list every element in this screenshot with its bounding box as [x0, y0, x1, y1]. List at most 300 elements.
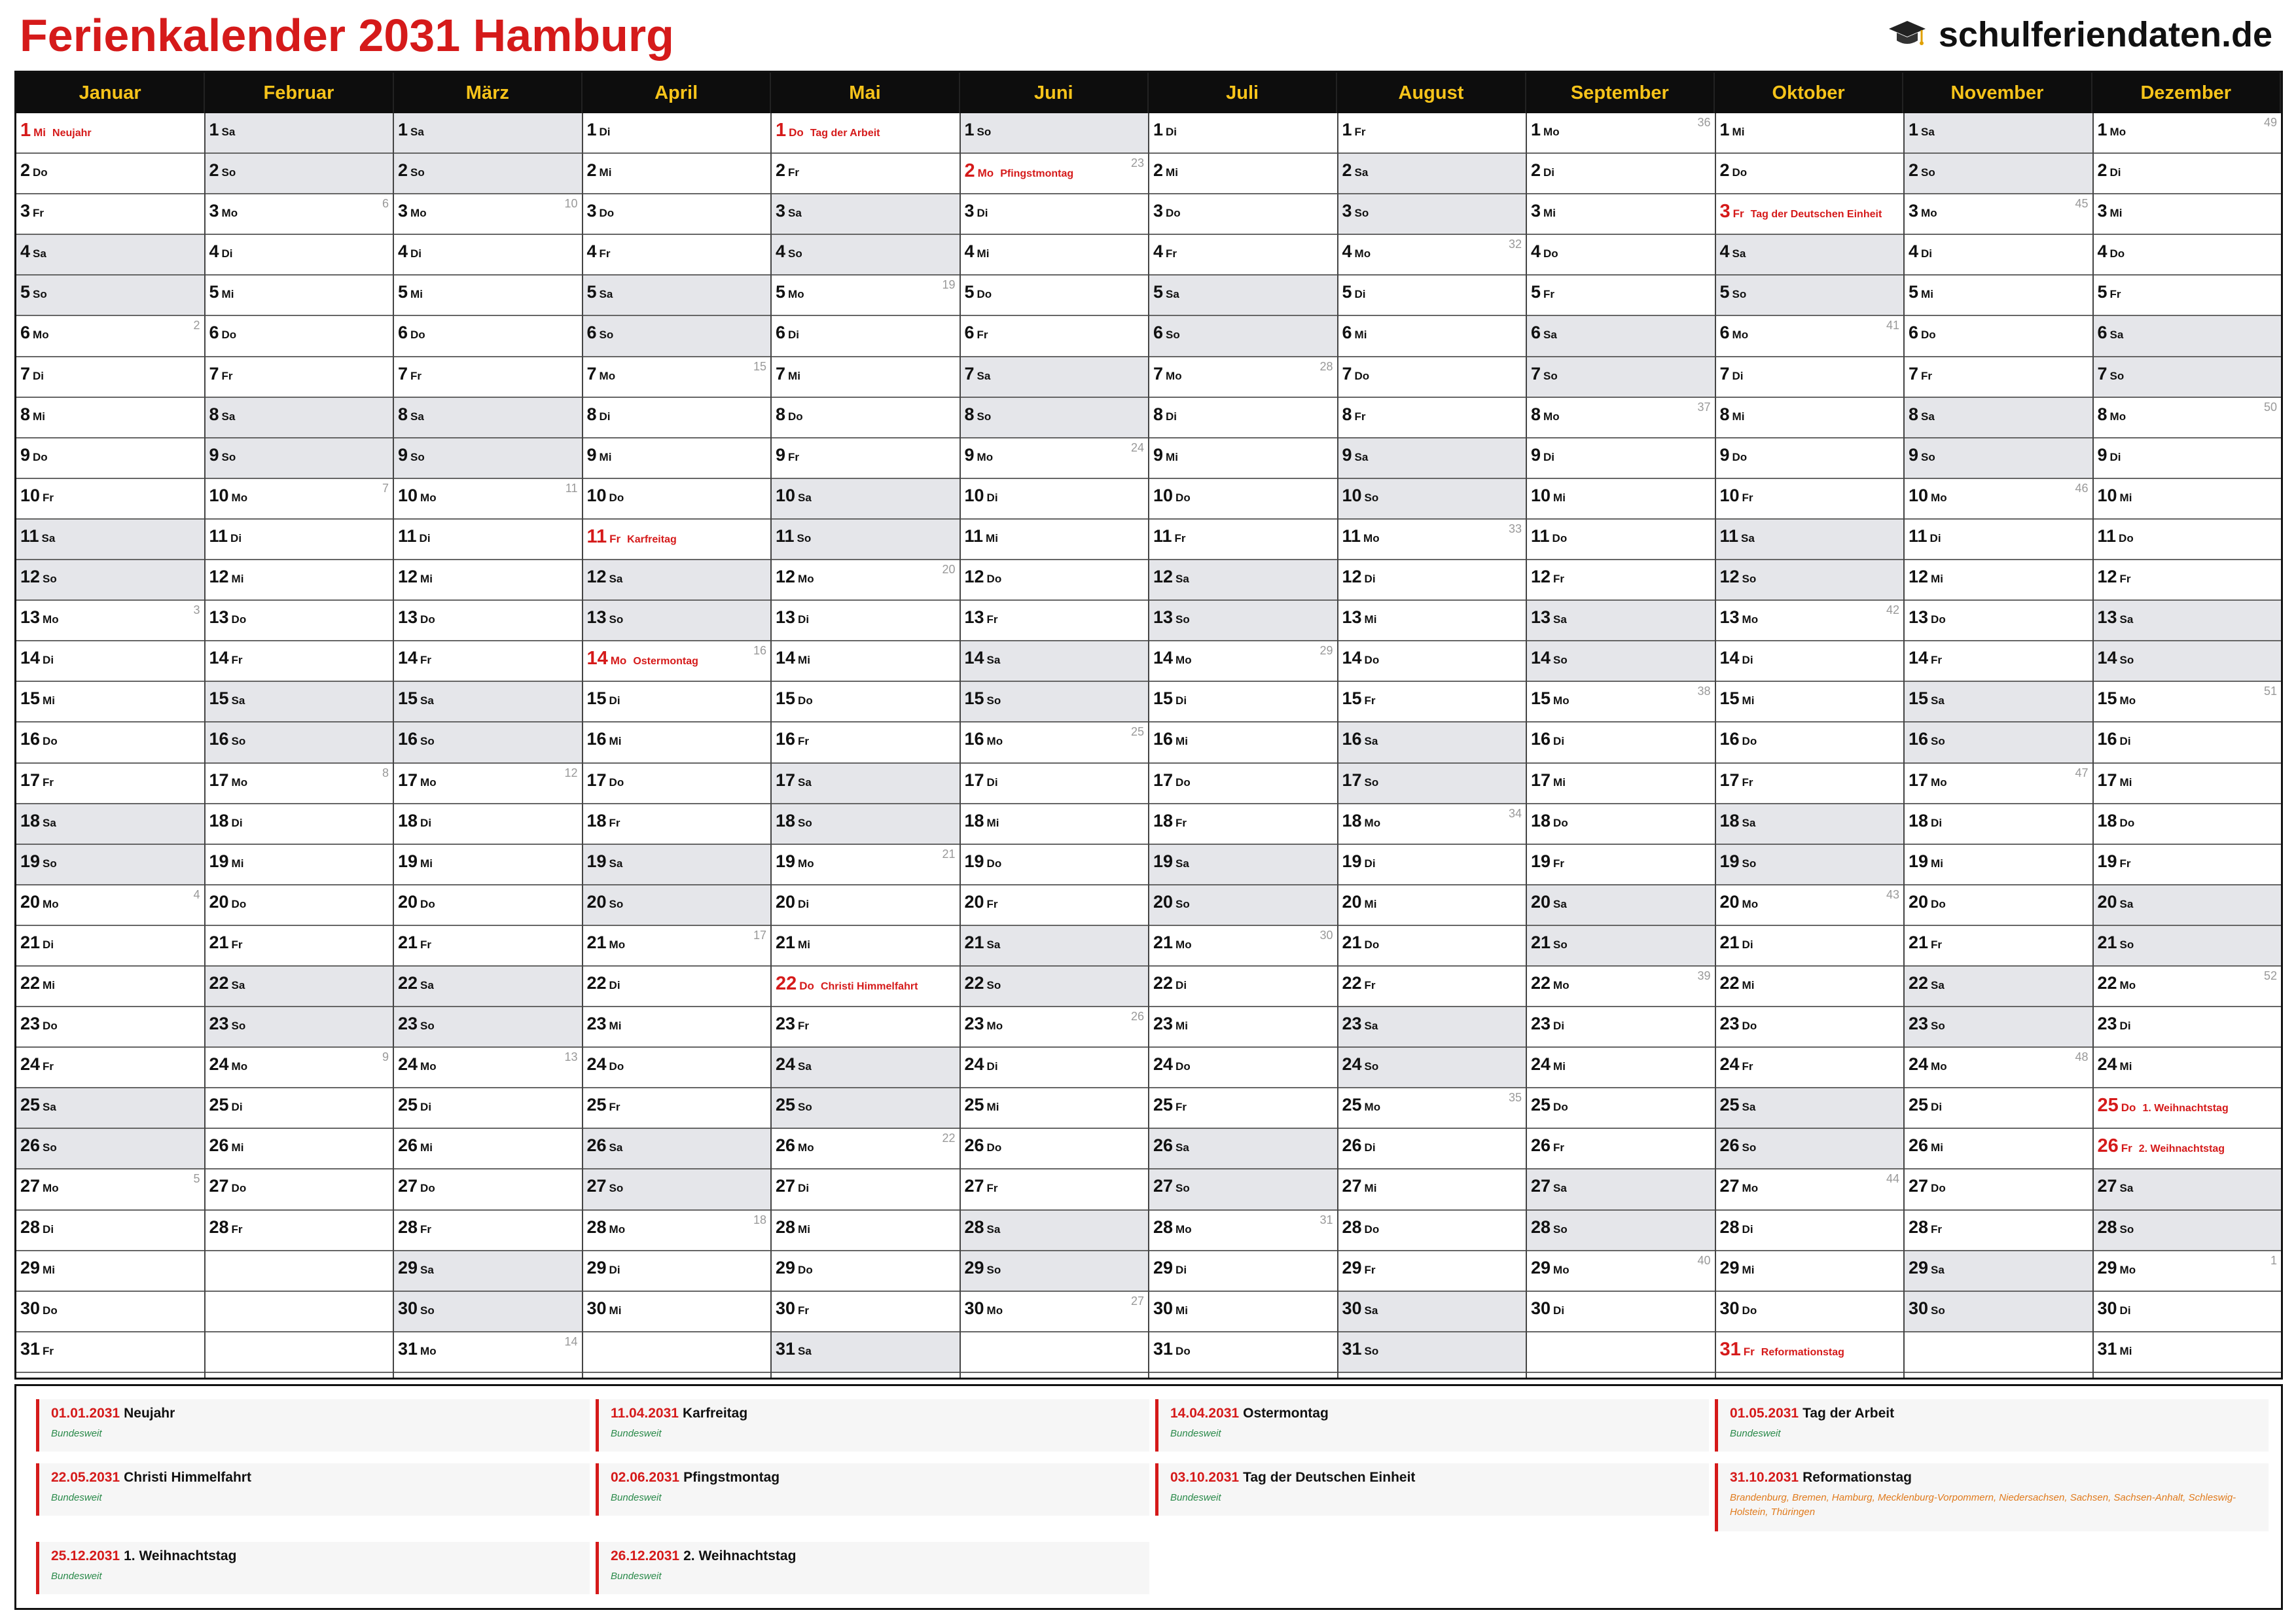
day-cell[interactable]: [206, 520, 393, 560]
day-cell[interactable]: [961, 601, 1149, 641]
day-cell[interactable]: [1338, 722, 1526, 763]
day-cell[interactable]: [1149, 479, 1337, 520]
day-cell[interactable]: [772, 194, 960, 235]
day-cell[interactable]: [394, 1088, 582, 1129]
day-cell[interactable]: [2094, 1251, 2282, 1292]
day-cell[interactable]: [1338, 113, 1526, 154]
day-cell[interactable]: [394, 1048, 582, 1088]
day-cell[interactable]: [1905, 601, 2092, 641]
day-cell[interactable]: [1149, 154, 1337, 194]
day-cell[interactable]: [394, 398, 582, 438]
day-cell[interactable]: [2094, 357, 2282, 398]
day-cell[interactable]: [1149, 804, 1337, 845]
day-cell[interactable]: [1527, 845, 1715, 885]
day-cell[interactable]: [206, 1007, 393, 1048]
day-cell[interactable]: [583, 1211, 771, 1251]
day-cell[interactable]: [2094, 1211, 2282, 1251]
day-cell[interactable]: [1149, 722, 1337, 763]
day-cell[interactable]: [772, 1048, 960, 1088]
day-cell[interactable]: [583, 804, 771, 845]
day-cell[interactable]: [1905, 722, 2092, 763]
day-cell[interactable]: [394, 1129, 582, 1169]
day-cell[interactable]: [16, 113, 204, 154]
day-cell[interactable]: [772, 357, 960, 398]
day-cell[interactable]: [2094, 316, 2282, 357]
day-cell[interactable]: [16, 520, 204, 560]
day-cell[interactable]: [1338, 1129, 1526, 1169]
day-cell[interactable]: [583, 316, 771, 357]
day-cell[interactable]: [961, 1048, 1149, 1088]
day-cell[interactable]: [772, 1251, 960, 1292]
day-cell[interactable]: [206, 560, 393, 601]
day-cell[interactable]: [206, 804, 393, 845]
day-cell[interactable]: [1716, 845, 1904, 885]
day-cell[interactable]: [1527, 1292, 1715, 1332]
day-cell[interactable]: [2094, 520, 2282, 560]
day-cell[interactable]: [1905, 885, 2092, 926]
day-cell[interactable]: [583, 113, 771, 154]
day-cell[interactable]: [1338, 601, 1526, 641]
day-cell[interactable]: [961, 520, 1149, 560]
day-cell[interactable]: [394, 113, 582, 154]
day-cell[interactable]: [394, 560, 582, 601]
day-cell[interactable]: [583, 1007, 771, 1048]
day-cell[interactable]: [394, 316, 582, 357]
day-cell[interactable]: [394, 520, 582, 560]
day-cell[interactable]: [394, 764, 582, 804]
day-cell[interactable]: [772, 641, 960, 682]
day-cell[interactable]: [583, 560, 771, 601]
day-cell[interactable]: [16, 357, 204, 398]
day-cell[interactable]: [2094, 926, 2282, 967]
day-cell[interactable]: [206, 438, 393, 479]
day-cell[interactable]: [1149, 1211, 1337, 1251]
day-cell[interactable]: [772, 1211, 960, 1251]
day-cell[interactable]: [961, 479, 1149, 520]
day-cell[interactable]: [1716, 1129, 1904, 1169]
day-cell[interactable]: [583, 1292, 771, 1332]
day-cell[interactable]: [1338, 926, 1526, 967]
day-cell[interactable]: [16, 926, 204, 967]
day-cell[interactable]: [394, 438, 582, 479]
day-cell[interactable]: [16, 641, 204, 682]
day-cell[interactable]: [394, 194, 582, 235]
day-cell[interactable]: [1338, 560, 1526, 601]
day-cell[interactable]: [1716, 804, 1904, 845]
day-cell[interactable]: [1149, 276, 1337, 316]
day-cell[interactable]: [1338, 1169, 1526, 1210]
day-cell[interactable]: [1338, 276, 1526, 316]
day-cell[interactable]: [1716, 560, 1904, 601]
day-cell[interactable]: [1338, 520, 1526, 560]
day-cell[interactable]: [2094, 682, 2282, 722]
day-cell[interactable]: [2094, 1048, 2282, 1088]
day-cell[interactable]: [1149, 235, 1337, 276]
day-cell[interactable]: [772, 1007, 960, 1048]
day-cell[interactable]: [2094, 722, 2282, 763]
day-cell[interactable]: [1716, 1251, 1904, 1292]
day-cell[interactable]: [394, 885, 582, 926]
day-cell[interactable]: [1716, 235, 1904, 276]
day-cell[interactable]: [16, 1169, 204, 1210]
day-cell[interactable]: [583, 438, 771, 479]
day-cell[interactable]: [2094, 641, 2282, 682]
day-cell[interactable]: [206, 1169, 393, 1210]
day-cell[interactable]: [16, 1332, 204, 1373]
day-cell[interactable]: [1716, 113, 1904, 154]
day-cell[interactable]: [583, 1169, 771, 1210]
day-cell[interactable]: [1527, 560, 1715, 601]
day-cell[interactable]: [1338, 479, 1526, 520]
day-cell[interactable]: [16, 316, 204, 357]
day-cell[interactable]: [1905, 398, 2092, 438]
day-cell[interactable]: [961, 804, 1149, 845]
day-cell[interactable]: [583, 641, 771, 682]
day-cell[interactable]: [772, 722, 960, 763]
day-cell[interactable]: [1716, 479, 1904, 520]
day-cell[interactable]: [1149, 113, 1337, 154]
day-cell[interactable]: [1527, 804, 1715, 845]
day-cell[interactable]: [2094, 1292, 2282, 1332]
day-cell[interactable]: [583, 194, 771, 235]
day-cell[interactable]: [16, 764, 204, 804]
day-cell[interactable]: [1716, 1088, 1904, 1129]
day-cell[interactable]: [2094, 479, 2282, 520]
day-cell[interactable]: [1905, 1251, 2092, 1292]
day-cell[interactable]: [1149, 682, 1337, 722]
day-cell[interactable]: [2094, 885, 2282, 926]
day-cell[interactable]: [772, 1332, 960, 1373]
day-cell[interactable]: [1527, 357, 1715, 398]
day-cell[interactable]: [1527, 1169, 1715, 1210]
day-cell[interactable]: [1338, 885, 1526, 926]
day-cell[interactable]: [2094, 1332, 2282, 1373]
day-cell[interactable]: [16, 601, 204, 641]
day-cell[interactable]: [1527, 479, 1715, 520]
day-cell[interactable]: [772, 438, 960, 479]
day-cell[interactable]: [1338, 357, 1526, 398]
day-cell[interactable]: [772, 235, 960, 276]
day-cell[interactable]: [206, 357, 393, 398]
day-cell[interactable]: [1527, 1007, 1715, 1048]
day-cell[interactable]: [1716, 438, 1904, 479]
day-cell[interactable]: [1527, 113, 1715, 154]
day-cell[interactable]: [206, 885, 393, 926]
day-cell[interactable]: [1527, 682, 1715, 722]
day-cell[interactable]: [16, 845, 204, 885]
day-cell[interactable]: [394, 804, 582, 845]
day-cell[interactable]: [583, 1251, 771, 1292]
day-cell[interactable]: [1716, 316, 1904, 357]
day-cell[interactable]: [1527, 1211, 1715, 1251]
day-cell[interactable]: [2094, 1007, 2282, 1048]
day-cell[interactable]: [1716, 1169, 1904, 1210]
day-cell[interactable]: [16, 154, 204, 194]
day-cell[interactable]: [1905, 804, 2092, 845]
day-cell[interactable]: [583, 722, 771, 763]
day-cell[interactable]: [1149, 641, 1337, 682]
day-cell[interactable]: [1527, 520, 1715, 560]
day-cell[interactable]: [1716, 601, 1904, 641]
day-cell[interactable]: [1905, 682, 2092, 722]
day-cell[interactable]: [1905, 926, 2092, 967]
day-cell[interactable]: [772, 1169, 960, 1210]
day-cell[interactable]: [2094, 601, 2282, 641]
day-cell[interactable]: [206, 1088, 393, 1129]
day-cell[interactable]: [2094, 235, 2282, 276]
day-cell[interactable]: [16, 1007, 204, 1048]
day-cell[interactable]: [16, 438, 204, 479]
day-cell[interactable]: [961, 357, 1149, 398]
day-cell[interactable]: [206, 398, 393, 438]
day-cell[interactable]: [583, 764, 771, 804]
day-cell[interactable]: [1905, 113, 2092, 154]
day-cell[interactable]: [394, 722, 582, 763]
day-cell[interactable]: [1527, 926, 1715, 967]
day-cell[interactable]: [16, 398, 204, 438]
day-cell[interactable]: [1338, 194, 1526, 235]
day-cell[interactable]: [1527, 194, 1715, 235]
day-cell[interactable]: [16, 1088, 204, 1129]
day-cell[interactable]: [16, 194, 204, 235]
day-cell[interactable]: [1905, 316, 2092, 357]
day-cell[interactable]: [583, 357, 771, 398]
day-cell[interactable]: [16, 885, 204, 926]
day-cell[interactable]: [394, 479, 582, 520]
day-cell[interactable]: [1149, 438, 1337, 479]
day-cell[interactable]: [16, 967, 204, 1007]
day-cell[interactable]: [772, 885, 960, 926]
day-cell[interactable]: [206, 235, 393, 276]
day-cell[interactable]: [961, 398, 1149, 438]
day-cell[interactable]: [1338, 1211, 1526, 1251]
day-cell[interactable]: [583, 398, 771, 438]
day-cell[interactable]: [772, 1292, 960, 1332]
day-cell[interactable]: [1716, 194, 1904, 235]
day-cell[interactable]: [16, 682, 204, 722]
day-cell[interactable]: [2094, 967, 2282, 1007]
day-cell[interactable]: [1338, 641, 1526, 682]
day-cell[interactable]: [1338, 235, 1526, 276]
day-cell[interactable]: [772, 682, 960, 722]
day-cell[interactable]: [1338, 1292, 1526, 1332]
day-cell[interactable]: [1149, 601, 1337, 641]
day-cell[interactable]: [1716, 276, 1904, 316]
day-cell[interactable]: [1716, 154, 1904, 194]
day-cell[interactable]: [1149, 967, 1337, 1007]
day-cell[interactable]: [16, 1292, 204, 1332]
day-cell[interactable]: [394, 154, 582, 194]
day-cell[interactable]: [1338, 1332, 1526, 1373]
day-cell[interactable]: [1149, 316, 1337, 357]
day-cell[interactable]: [961, 560, 1149, 601]
day-cell[interactable]: [1338, 967, 1526, 1007]
day-cell[interactable]: [1149, 926, 1337, 967]
day-cell[interactable]: [1527, 316, 1715, 357]
day-cell[interactable]: [1716, 722, 1904, 763]
day-cell[interactable]: [394, 845, 582, 885]
day-cell[interactable]: [206, 194, 393, 235]
day-cell[interactable]: [1149, 1332, 1337, 1373]
day-cell[interactable]: [2094, 276, 2282, 316]
day-cell[interactable]: [2094, 845, 2282, 885]
day-cell[interactable]: [1905, 154, 2092, 194]
day-cell[interactable]: [583, 682, 771, 722]
day-cell[interactable]: [206, 1211, 393, 1251]
day-cell[interactable]: [961, 1169, 1149, 1210]
day-cell[interactable]: [1716, 967, 1904, 1007]
day-cell[interactable]: [394, 1211, 582, 1251]
day-cell[interactable]: [1716, 1048, 1904, 1088]
day-cell[interactable]: [772, 479, 960, 520]
day-cell[interactable]: [961, 722, 1149, 763]
day-cell[interactable]: [583, 926, 771, 967]
day-cell[interactable]: [1905, 194, 2092, 235]
day-cell[interactable]: [961, 438, 1149, 479]
day-cell[interactable]: [961, 276, 1149, 316]
day-cell[interactable]: [1905, 1007, 2092, 1048]
day-cell[interactable]: [961, 1211, 1149, 1251]
day-cell[interactable]: [16, 722, 204, 763]
day-cell[interactable]: [206, 154, 393, 194]
day-cell[interactable]: [772, 804, 960, 845]
day-cell[interactable]: [2094, 1088, 2282, 1129]
day-cell[interactable]: [772, 154, 960, 194]
day-cell[interactable]: [772, 926, 960, 967]
day-cell[interactable]: [16, 276, 204, 316]
day-cell[interactable]: [772, 113, 960, 154]
day-cell[interactable]: [1905, 235, 2092, 276]
day-cell[interactable]: [1149, 1048, 1337, 1088]
day-cell[interactable]: [961, 154, 1149, 194]
day-cell[interactable]: [1149, 1169, 1337, 1210]
day-cell[interactable]: [1338, 154, 1526, 194]
day-cell[interactable]: [1905, 276, 2092, 316]
day-cell[interactable]: [1149, 520, 1337, 560]
day-cell[interactable]: [1527, 154, 1715, 194]
day-cell[interactable]: [206, 641, 393, 682]
day-cell[interactable]: [206, 276, 393, 316]
day-cell[interactable]: [1527, 276, 1715, 316]
day-cell[interactable]: [2094, 438, 2282, 479]
day-cell[interactable]: [961, 764, 1149, 804]
day-cell[interactable]: [961, 113, 1149, 154]
day-cell[interactable]: [772, 316, 960, 357]
day-cell[interactable]: [1716, 1292, 1904, 1332]
day-cell[interactable]: [206, 967, 393, 1007]
day-cell[interactable]: [583, 235, 771, 276]
day-cell[interactable]: [961, 1007, 1149, 1048]
day-cell[interactable]: [961, 845, 1149, 885]
day-cell[interactable]: [206, 1048, 393, 1088]
day-cell[interactable]: [1716, 1332, 1904, 1373]
day-cell[interactable]: [1905, 438, 2092, 479]
day-cell[interactable]: [2094, 560, 2282, 601]
day-cell[interactable]: [1338, 398, 1526, 438]
day-cell[interactable]: [961, 967, 1149, 1007]
day-cell[interactable]: [1905, 560, 2092, 601]
day-cell[interactable]: [394, 682, 582, 722]
day-cell[interactable]: [1149, 560, 1337, 601]
day-cell[interactable]: [1149, 398, 1337, 438]
day-cell[interactable]: [583, 1129, 771, 1169]
day-cell[interactable]: [1338, 1251, 1526, 1292]
day-cell[interactable]: [961, 1129, 1149, 1169]
day-cell[interactable]: [1716, 1211, 1904, 1251]
day-cell[interactable]: [1338, 845, 1526, 885]
day-cell[interactable]: [2094, 1169, 2282, 1210]
day-cell[interactable]: [394, 926, 582, 967]
day-cell[interactable]: [1905, 845, 2092, 885]
day-cell[interactable]: [961, 641, 1149, 682]
day-cell[interactable]: [1716, 357, 1904, 398]
day-cell[interactable]: [772, 845, 960, 885]
day-cell[interactable]: [1338, 438, 1526, 479]
day-cell[interactable]: [1149, 845, 1337, 885]
day-cell[interactable]: [206, 764, 393, 804]
day-cell[interactable]: [1527, 438, 1715, 479]
day-cell[interactable]: [1149, 194, 1337, 235]
day-cell[interactable]: [1149, 764, 1337, 804]
day-cell[interactable]: [583, 601, 771, 641]
day-cell[interactable]: [206, 722, 393, 763]
day-cell[interactable]: [394, 1169, 582, 1210]
day-cell[interactable]: [1527, 764, 1715, 804]
day-cell[interactable]: [1527, 398, 1715, 438]
day-cell[interactable]: [206, 113, 393, 154]
day-cell[interactable]: [394, 235, 582, 276]
day-cell[interactable]: [1527, 1129, 1715, 1169]
day-cell[interactable]: [583, 845, 771, 885]
day-cell[interactable]: [772, 967, 960, 1007]
day-cell[interactable]: [1716, 398, 1904, 438]
day-cell[interactable]: [1905, 641, 2092, 682]
day-cell[interactable]: [583, 1048, 771, 1088]
day-cell[interactable]: [961, 682, 1149, 722]
day-cell[interactable]: [1527, 235, 1715, 276]
day-cell[interactable]: [961, 194, 1149, 235]
day-cell[interactable]: [583, 479, 771, 520]
day-cell[interactable]: [1716, 885, 1904, 926]
day-cell[interactable]: [1527, 1048, 1715, 1088]
day-cell[interactable]: [1338, 682, 1526, 722]
day-cell[interactable]: [1149, 1007, 1337, 1048]
day-cell[interactable]: [394, 1007, 582, 1048]
day-cell[interactable]: [1716, 641, 1904, 682]
day-cell[interactable]: [16, 1129, 204, 1169]
day-cell[interactable]: [2094, 804, 2282, 845]
day-cell[interactable]: [206, 926, 393, 967]
day-cell[interactable]: [394, 1251, 582, 1292]
day-cell[interactable]: [961, 885, 1149, 926]
day-cell[interactable]: [206, 845, 393, 885]
day-cell[interactable]: [206, 1129, 393, 1169]
day-cell[interactable]: [1527, 967, 1715, 1007]
day-cell[interactable]: [1338, 1007, 1526, 1048]
day-cell[interactable]: [583, 154, 771, 194]
day-cell[interactable]: [2094, 764, 2282, 804]
day-cell[interactable]: [1149, 357, 1337, 398]
day-cell[interactable]: [394, 276, 582, 316]
day-cell[interactable]: [1527, 601, 1715, 641]
day-cell[interactable]: [1149, 1129, 1337, 1169]
day-cell[interactable]: [772, 1088, 960, 1129]
day-cell[interactable]: [583, 1088, 771, 1129]
day-cell[interactable]: [394, 641, 582, 682]
day-cell[interactable]: [16, 235, 204, 276]
day-cell[interactable]: [1527, 1251, 1715, 1292]
day-cell[interactable]: [1716, 926, 1904, 967]
